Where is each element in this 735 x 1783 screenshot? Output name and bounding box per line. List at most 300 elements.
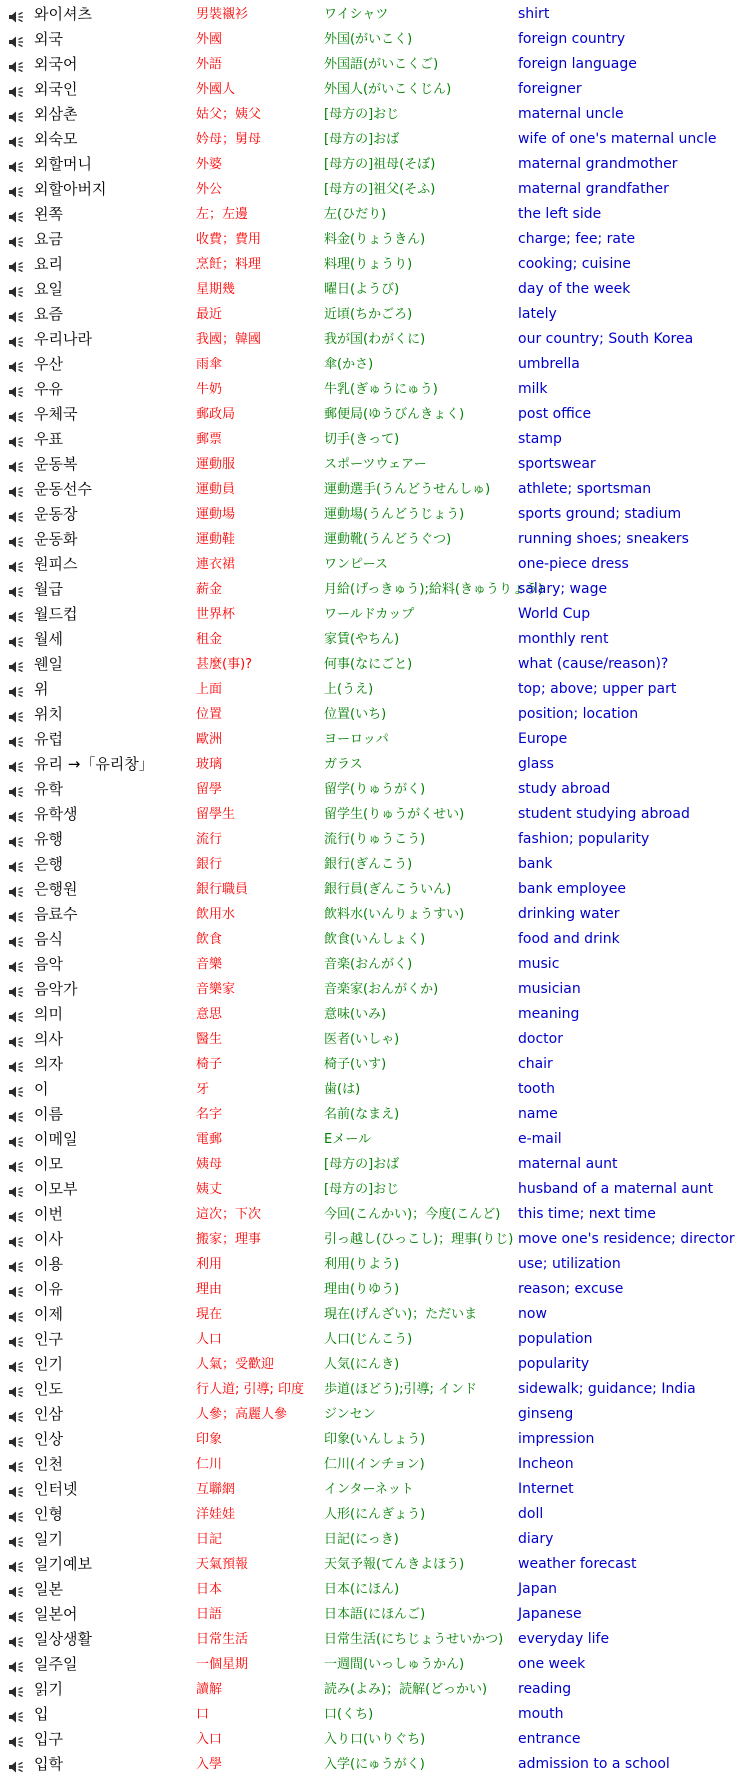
english-meaning: student studying abroad [518,806,690,822]
speaker-icon[interactable] [8,1433,25,1447]
english-meaning: popularity [518,1356,590,1372]
vocab-row [0,1627,720,1652]
speaker-icon[interactable] [8,1083,25,1097]
english-meaning: fashion; popularity [518,831,650,847]
korean-word: 일기 [34,1530,63,1548]
english-meaning: shirt [518,6,550,22]
hanja-word: 飲食 [196,932,223,947]
vocab-row [0,1677,720,1702]
speaker-icon[interactable] [8,233,25,247]
korean-word: 외국어 [34,55,78,73]
speaker-icon[interactable] [8,583,25,597]
korean-word: 인천 [34,1455,63,1473]
korean-word: 인도 [34,1380,63,1398]
hanja-word: 運動鞋 [196,532,236,547]
korean-word: 인기 [34,1355,63,1373]
speaker-icon[interactable] [8,133,25,147]
hanja-word: 薪金 [196,582,223,597]
japanese-word: 料理(りょうり) [324,257,413,272]
speaker-icon[interactable] [8,1108,25,1122]
speaker-icon[interactable] [8,1058,25,1072]
speaker-icon[interactable] [8,1308,25,1322]
speaker-icon[interactable] [8,1533,25,1547]
speaker-icon[interactable] [8,1758,25,1772]
english-meaning: diary [518,1531,554,1547]
japanese-word: 留学(りゅうがく) [324,782,426,797]
english-meaning: bank employee [518,881,627,897]
vocab-row [0,727,720,752]
speaker-icon[interactable] [8,333,25,347]
japanese-word: 銀行(ぎんこう) [324,857,413,872]
english-meaning: move one's residence; director [518,1231,735,1247]
korean-word: 요금 [34,230,63,248]
speaker-icon[interactable] [8,1158,25,1172]
hanja-word: 外婆 [196,157,223,172]
english-meaning: umbrella [518,356,580,372]
english-meaning: maternal grandfather [518,181,669,197]
japanese-word: 日常生活(にちじょうせいかつ) [324,1632,504,1647]
speaker-icon[interactable] [8,408,25,422]
korean-word: 일주일 [34,1655,78,1673]
hanja-word: 仁川 [196,1457,223,1472]
japanese-word: 外国人(がいこくじん) [324,82,452,97]
japanese-word: 外国(がいこく) [324,32,413,47]
hanja-word: 租金 [196,632,223,647]
english-meaning: doll [518,1506,544,1522]
korean-word: 유행 [34,830,63,848]
hanja-word: 留學 [196,782,223,797]
japanese-word: 入り口(いりぐち) [324,1732,426,1747]
english-meaning: foreign country [518,31,626,47]
japanese-word: 日本語(にほんご) [324,1607,426,1622]
speaker-icon[interactable] [8,383,25,397]
hanja-word: 上面 [196,682,223,697]
speaker-icon[interactable] [8,33,25,47]
vocab-row [0,102,720,127]
japanese-word: ワイシャツ [324,7,389,22]
speaker-icon[interactable] [8,1258,25,1272]
korean-word: 위 [34,680,49,698]
english-meaning: entrance [518,1731,581,1747]
vocab-list [0,2,735,1777]
korean-word: 유럽 [34,730,63,748]
hanja-word: 留學生 [196,807,236,822]
vocab-row [0,1227,735,1252]
hanja-word: 意思 [196,1007,223,1022]
korean-word: 음악 [34,955,63,973]
speaker-icon[interactable] [8,1658,25,1672]
japanese-word: 運動靴(うんどうぐつ) [324,532,452,547]
vocab-row [0,1727,720,1752]
speaker-icon[interactable] [8,83,25,97]
japanese-word: 入学(にゅうがく) [324,1757,425,1772]
korean-word: 이유 [34,1280,63,1298]
hanja-word: 姨母 [196,1157,223,1172]
vocab-row [0,552,720,577]
speaker-icon[interactable] [8,633,25,647]
vocab-row [0,877,720,902]
english-meaning: bank [518,856,553,872]
speaker-icon[interactable] [8,183,25,197]
vocab-row [0,852,720,877]
japanese-word: 飲料水(いんりょうすい) [324,907,465,922]
speaker-icon[interactable] [8,58,25,72]
speaker-icon[interactable] [8,1733,25,1747]
korean-word: 유리 →「유리창」 [34,755,154,773]
hanja-word: 姑父；姨父 [196,107,262,122]
speaker-icon[interactable] [8,208,25,222]
japanese-word: 郵便局(ゆうびんきょく) [324,407,465,422]
vocab-row [0,1552,720,1577]
korean-word: 우리나라 [34,330,92,348]
hanja-word: 運動服 [196,457,236,472]
hanja-word: 名字 [196,1107,223,1122]
english-meaning: milk [518,381,548,397]
vocab-row [0,277,720,302]
vocab-row [0,152,720,177]
speaker-icon[interactable] [8,1133,25,1147]
japanese-word: 我が国(わがくに) [324,332,426,347]
japanese-word: 曜日(ようび) [324,282,400,297]
vocab-row [0,177,720,202]
vocab-row [0,1177,720,1202]
vocab-row [0,352,720,377]
speaker-icon[interactable] [8,483,25,497]
japanese-word: 銀行員(ぎんこういん) [324,882,452,897]
korean-word: 이 [34,1080,49,1098]
speaker-icon[interactable] [8,833,25,847]
vocab-row [0,1202,720,1227]
korean-word: 원피스 [34,555,78,573]
english-meaning: drinking water [518,906,620,922]
speaker-icon[interactable] [8,258,25,272]
speaker-icon[interactable] [8,433,25,447]
hanja-word: 搬家；理事 [196,1232,262,1247]
vocab-row [0,402,720,427]
vocab-row [0,377,720,402]
speaker-icon[interactable] [8,1208,25,1222]
korean-word: 우유 [34,380,63,398]
speaker-icon[interactable] [8,808,25,822]
english-meaning: charge; fee; rate [518,231,636,247]
speaker-icon[interactable] [8,283,25,297]
japanese-word: 口(くち) [324,1707,374,1722]
english-meaning: chair [518,1056,553,1072]
vocab-row [0,952,720,977]
japanese-word: 読み(よみ)；読解(どっかい) [324,1682,488,1697]
korean-word: 이메일 [34,1130,78,1148]
english-meaning: use; utilization [518,1256,621,1272]
vocab-row [0,677,720,702]
speaker-icon[interactable] [8,708,25,722]
english-meaning: Japanese [518,1606,582,1622]
speaker-icon[interactable] [8,858,25,872]
english-meaning: population [518,1331,593,1347]
japanese-word: 仁川(インチョン) [324,1457,425,1472]
vocab-row [0,977,720,1002]
japanese-word: 今回(こんかい)；今度(こんど) [324,1207,501,1222]
speaker-icon[interactable] [8,1008,25,1022]
english-meaning: athlete; sportsman [518,481,652,497]
vocab-row [0,1327,720,1352]
hanja-word: 連衣裙 [196,557,236,572]
hanja-word: 外國 [196,32,223,47]
speaker-icon[interactable] [8,1383,25,1397]
korean-word: 은행원 [34,880,78,898]
speaker-icon[interactable] [8,983,25,997]
speaker-icon[interactable] [8,783,25,797]
japanese-word: ワンピース [324,557,388,572]
japanese-word: [母方の]おじ [324,107,400,122]
speaker-icon[interactable] [8,733,25,747]
hanja-word: 天氣預報 [196,1557,249,1572]
hanja-word: 椅子 [196,1057,223,1072]
speaker-icon[interactable] [8,658,25,672]
korean-word: 의사 [34,1030,63,1048]
english-meaning: music [518,956,560,972]
korean-word: 인구 [34,1330,63,1348]
vocab-row [0,427,720,452]
speaker-icon[interactable] [8,1633,25,1647]
speaker-icon[interactable] [8,958,25,972]
speaker-icon[interactable] [8,933,25,947]
english-meaning: tooth [518,1081,555,1097]
korean-word: 일기예보 [34,1555,92,1573]
korean-word: 일본어 [34,1605,78,1623]
japanese-word: 留学生(りゅうがくせい) [324,807,465,822]
japanese-word: Eメール [324,1132,371,1147]
speaker-icon[interactable] [8,1558,25,1572]
korean-word: 운동복 [34,455,78,473]
korean-word: 음료수 [34,905,78,923]
english-meaning: doctor [518,1031,563,1047]
japanese-word: 引っ越し(ひっこし)；理事(りじ) [324,1232,514,1247]
hanja-word: 左；左邊 [196,207,249,222]
hanja-word: 行人道; 引導; 印度 [196,1382,305,1397]
korean-word: 일상생활 [34,1630,92,1648]
japanese-word: スポーツウェアー [324,457,427,472]
vocab-row [0,1077,720,1102]
japanese-word: 歯(は) [324,1082,361,1097]
speaker-icon[interactable] [8,1483,25,1497]
hanja-word: 玻璃 [196,757,223,772]
hanja-word: 妗母；舅母 [196,132,262,147]
speaker-icon[interactable] [8,1458,25,1472]
japanese-word: 切手(きって) [324,432,400,447]
hanja-word: 銀行職員 [196,882,249,897]
korean-word: 요리 [34,255,63,273]
japanese-word: [母方の]おじ [324,1182,400,1197]
vocab-row [0,1402,720,1427]
speaker-icon[interactable] [8,1608,25,1622]
japanese-word: [母方の]おば [324,1157,400,1172]
hanja-word: 外國人 [196,82,236,97]
hanja-word: 入口 [196,1732,223,1747]
english-meaning: reason; excuse [518,1281,624,1297]
korean-word: 인형 [34,1505,63,1523]
japanese-word: 天気予報(てんきよほう) [324,1557,465,1572]
english-meaning: meaning [518,1006,580,1022]
korean-word: 월드컵 [34,605,78,623]
vocab-row [0,1152,720,1177]
hanja-word: 音樂 [196,957,223,972]
japanese-word: 傘(かさ) [324,357,374,372]
hanja-word: 運動員 [196,482,236,497]
korean-word: 왼쪽 [34,205,63,223]
japanese-word: 何事(なにごと) [324,657,413,672]
vocab-row [0,827,720,852]
speaker-icon[interactable] [8,1233,25,1247]
vocab-row [0,477,720,502]
japanese-word: 人形(にんぎょう) [324,1507,426,1522]
speaker-icon[interactable] [8,8,25,22]
japanese-word: 人気(にんき) [324,1357,400,1372]
vocab-row [0,1577,720,1602]
speaker-icon[interactable] [8,1708,25,1722]
english-meaning: sportswear [518,456,596,472]
speaker-icon[interactable] [8,1033,25,1047]
korean-word: 월세 [34,630,63,648]
speaker-icon[interactable] [8,608,25,622]
korean-word: 이제 [34,1305,63,1323]
hanja-word: 印象 [196,1432,223,1447]
speaker-icon[interactable] [8,758,25,772]
korean-word: 위치 [34,705,63,723]
hanja-word: 姨丈 [196,1182,223,1197]
english-meaning: mouth [518,1706,564,1722]
japanese-word: 流行(りゅうこう) [324,832,426,847]
speaker-icon[interactable] [8,558,25,572]
hanja-word: 甚麼(事)? [196,657,253,672]
speaker-icon[interactable] [8,1508,25,1522]
speaker-icon[interactable] [8,158,25,172]
speaker-icon[interactable] [8,883,25,897]
hanja-word: 日語 [196,1607,223,1622]
korean-word: 이모 [34,1155,63,1173]
hanja-word: 星期幾 [196,282,236,297]
hanja-word: 入學 [196,1757,223,1772]
vocab-row [0,752,720,777]
english-meaning: foreign language [518,56,637,72]
japanese-word: 日本(にほん) [324,1582,400,1597]
hanja-word: 外公 [196,182,223,197]
hanja-word: 人參；高麗人參 [196,1407,288,1422]
japanese-word: ジンセン [324,1407,376,1422]
speaker-icon[interactable] [8,308,25,322]
korean-word: 인상 [34,1430,63,1448]
vocab-row [0,1352,720,1377]
vocab-row [0,1427,720,1452]
english-meaning: maternal uncle [518,106,624,122]
japanese-word: 料金(りょうきん) [324,232,426,247]
hanja-word: 這次；下次 [196,1207,262,1222]
vocab-row [0,302,720,327]
japanese-word: 利用(りよう) [324,1257,400,1272]
japanese-word: 外国語(がいこくご) [324,57,439,72]
english-meaning: World Cup [518,606,591,622]
hanja-word: 我國；韓國 [196,332,262,347]
speaker-icon[interactable] [8,908,25,922]
english-meaning: this time; next time [518,1206,656,1222]
speaker-icon[interactable] [8,1683,25,1697]
english-meaning: study abroad [518,781,611,797]
speaker-icon[interactable] [8,1358,25,1372]
english-meaning: maternal grandmother [518,156,678,172]
vocab-row [0,702,720,727]
vocab-row [0,1502,720,1527]
korean-word: 외할머니 [34,155,92,173]
vocab-row [0,1752,720,1777]
speaker-icon[interactable] [8,458,25,472]
japanese-word: 名前(なまえ) [324,1107,400,1122]
vocab-row [0,1002,720,1027]
hanja-word: 人口 [196,1332,223,1347]
vocab-row [0,1377,720,1402]
speaker-icon[interactable] [8,1183,25,1197]
speaker-icon[interactable] [8,108,25,122]
hanja-word: 外語 [196,57,223,72]
hanja-word: 讀解 [196,1682,223,1697]
hanja-word: 洋娃娃 [196,1507,236,1522]
speaker-icon[interactable] [8,533,25,547]
english-meaning: weather forecast [518,1556,637,1572]
english-meaning: Internet [518,1481,574,1497]
japanese-word: ワールドカップ [324,607,415,622]
vocab-row [0,1127,720,1152]
japanese-word: 近頃(ちかごろ) [324,307,413,322]
korean-word: 외삼촌 [34,105,78,123]
hanja-word: 飲用水 [196,907,236,922]
japanese-word: 家賃(やちん) [324,632,400,647]
korean-word: 우산 [34,355,63,373]
vocab-row [0,1252,720,1277]
hanja-word: 電郵 [196,1132,223,1147]
korean-word: 입학 [34,1755,63,1773]
korean-word: 인터넷 [34,1480,78,1498]
hanja-word: 人氣；受歡迎 [196,1357,275,1372]
vocab-row [0,927,720,952]
speaker-icon[interactable] [8,683,25,697]
speaker-icon[interactable] [8,1333,25,1347]
korean-word: 운동화 [34,530,78,548]
speaker-icon[interactable] [8,1408,25,1422]
hanja-word: 一個星期 [196,1657,249,1672]
korean-word: 의미 [34,1005,63,1023]
hanja-word: 利用 [196,1257,223,1272]
english-meaning: Europe [518,731,568,747]
japanese-word: [母方の]祖母(そぼ) [324,157,436,172]
japanese-word: 人口(じんこう) [324,1332,413,1347]
hanja-word: 互聯網 [196,1482,236,1497]
vocab-row [0,202,720,227]
speaker-icon[interactable] [8,1583,25,1597]
vocab-row [0,327,720,352]
vocab-row [0,627,720,652]
vocab-row [0,1052,720,1077]
speaker-icon[interactable] [8,1283,25,1297]
speaker-icon[interactable] [8,358,25,372]
vocab-row [0,1277,720,1302]
japanese-word: 上(うえ) [324,682,374,697]
korean-word: 외할아버지 [34,180,107,198]
english-meaning: e-mail [518,1131,562,1147]
japanese-word: 歩道(ほどう);引導; インド [324,1382,478,1397]
japanese-word: 運動場(うんどうじょう) [324,507,465,522]
english-meaning: salary; wage [518,581,608,597]
hanja-word: 牛奶 [196,382,223,397]
vocab-row [0,1652,720,1677]
speaker-icon[interactable] [8,508,25,522]
